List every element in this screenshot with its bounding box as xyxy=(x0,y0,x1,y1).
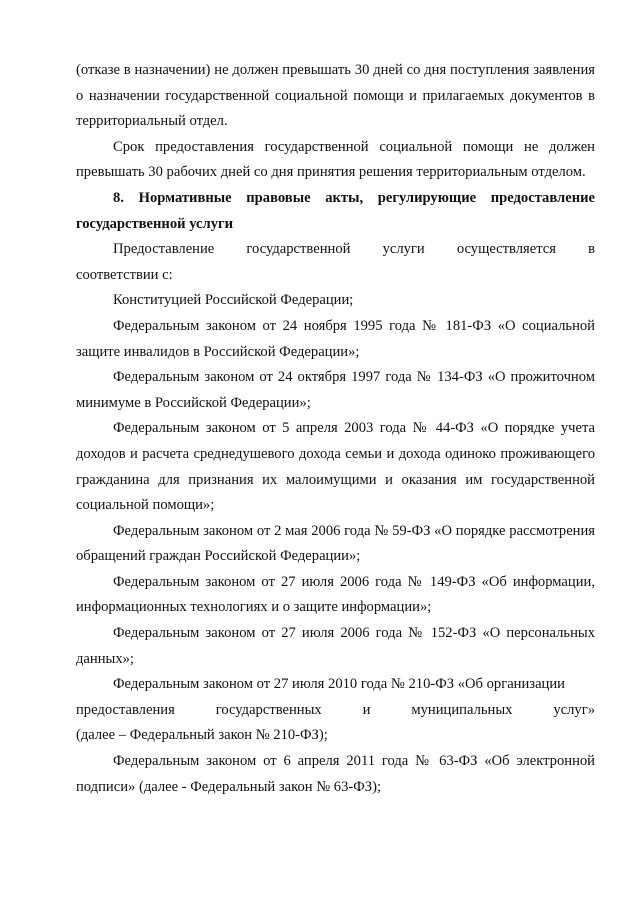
document-page xyxy=(76,58,595,800)
act-210-fz-line-2: предоставления государственных и муниципальных услуг» xyxy=(76,701,595,718)
act-63-fz: Федеральным законом от 6 апреля 2011 года № 63-ФЗ «Об электронной подписи» (далее - Федеральный закон № 63-ФЗ); xyxy=(76,753,595,795)
paragraph-term-refusal: (отказе в назначении) не должен превышать 30 дней со дня поступления заявления о назначении государственной социальной помощи и прилагаемых документов в территориальный отдел. xyxy=(76,62,595,130)
section-heading: 8. Нормативные правовые акты, регулирующие предоставление государственной услуги xyxy=(76,189,595,232)
act-152-fz: Федеральным законом от 27 июля 2006 года № 152-ФЗ «О персональных данных»; xyxy=(76,625,595,667)
act-44-fz: Федеральным законом от 5 апреля 2003 года № 44-ФЗ «О порядке учета доходов и расчета среднедушевого дохода семьи и дохода одиноко проживающего гражданина для признания их малоимущими и оказания им государственной социальной помощи»; xyxy=(76,420,595,514)
act-181-fz: Федеральным законом от 24 ноября 1995 года № 181-ФЗ «О социальной защите инвалидов в Российской Федерации»; xyxy=(76,317,595,360)
act-59-fz: Федеральным законом от 2 мая 2006 года № 59-ФЗ «О порядке рассмотрения обращений граждан Российской Федерации»; xyxy=(76,522,595,565)
intro-line-continuation: соответствии с: xyxy=(76,266,173,283)
act-constitution: Конституцией Российской Федерации; xyxy=(113,292,354,309)
act-210-fz-line-3: (далее – Федеральный закон № 210-ФЗ); xyxy=(76,727,328,744)
paragraph-service-term: Срок предоставления государственной социальной помощи не должен превышать 30 рабочих дней со дня принятия решения территориальным отделом. xyxy=(76,138,595,181)
intro-line: Предоставление государственной услуги осуществляется в xyxy=(113,241,595,258)
act-210-fz-line-1: Федеральным законом от 27 июля 2010 года № 210-ФЗ «Об организации xyxy=(113,676,565,693)
act-149-fz: Федеральным законом от 27 июля 2006 года № 149-ФЗ «Об информации, информационных технологиях и о защите информации»; xyxy=(76,573,595,616)
act-134-fz: Федеральным законом от 24 октября 1997 года № 134-ФЗ «О прожиточном минимуме в Российской Федерации»; xyxy=(76,369,595,411)
